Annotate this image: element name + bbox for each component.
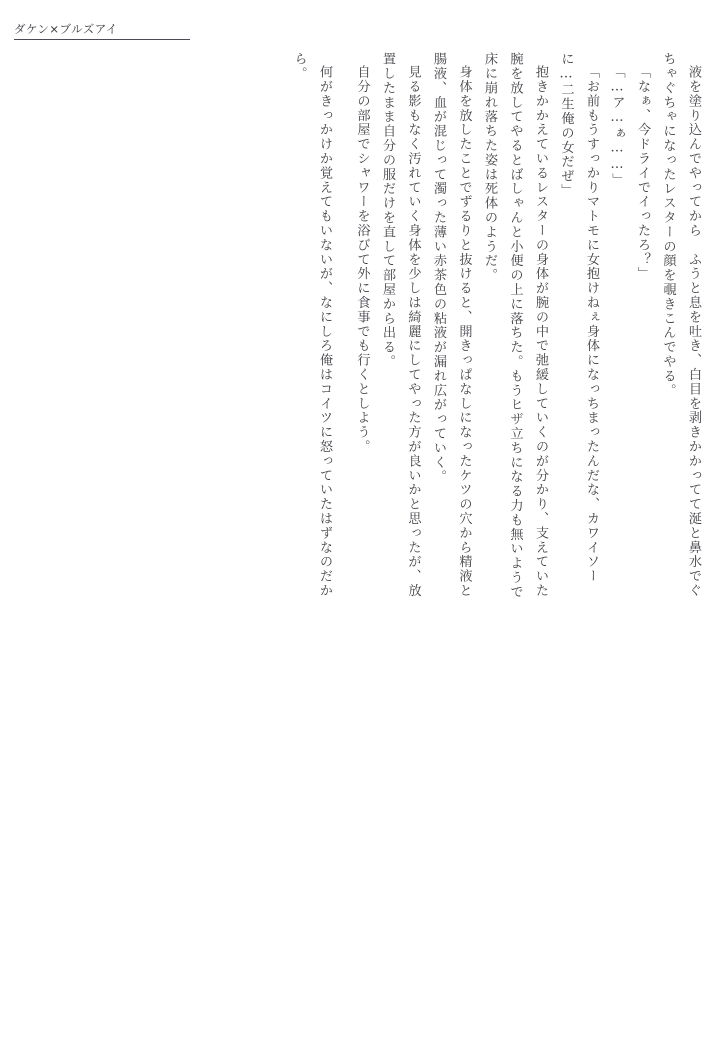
paragraph: 「お前もうすっかりマトモに女抱けねぇ身体になっちまったんだな、カワイソーに…二生俺の女だぜ」: [558, 52, 599, 584]
paragraph: 身体を放したことでずるりと抜けると、開きっぱなしになったケツの穴から精液と腸液、血が混じって濁った薄い赤茶色の粘液が漏れ広がっていく。: [431, 52, 472, 598]
paragraph: 見る影もなく汚れていく身体を少しは綺麗にしてやった方が良いかと思ったが、放置したまま自分の服だけを直して部屋から出る。: [380, 52, 421, 598]
vertical-body-text: [86, 52, 706, 612]
running-title: ダケン×ブルズアイ: [14, 22, 118, 36]
paragraph: 抱きかかえているレスターの身体が腕の中で弛緩していくのが分かり、支えていた腕を放してやるとばしゃんと小便の上に落ちた。もうヒザ立ちになる力も無いようで床に崩れ落ちた姿は死体のようだ。: [482, 52, 548, 600]
paragraph: 「なぁ、今ドライでイったろ？」: [635, 65, 650, 282]
paragraph: 自分の部屋でシャワーを浴びて外に食事でも行くとしよう。: [354, 65, 370, 454]
paragraph: 液を塗り込んでやってから ふうと息を吐き、白目を剥きかかってて涎と鼻水でぐちゃぐちゃになったレスターの顔を覗きこんでやる。: [660, 52, 701, 598]
paragraph: 何がきっかけか覚えてもいないが、なにしろ俺はコイツに怒っていたはずなのだから。: [291, 52, 332, 598]
page-header: [14, 22, 194, 48]
header-divider: [14, 39, 190, 40]
paragraph: 「…ア…ぁ……」: [609, 65, 625, 188]
